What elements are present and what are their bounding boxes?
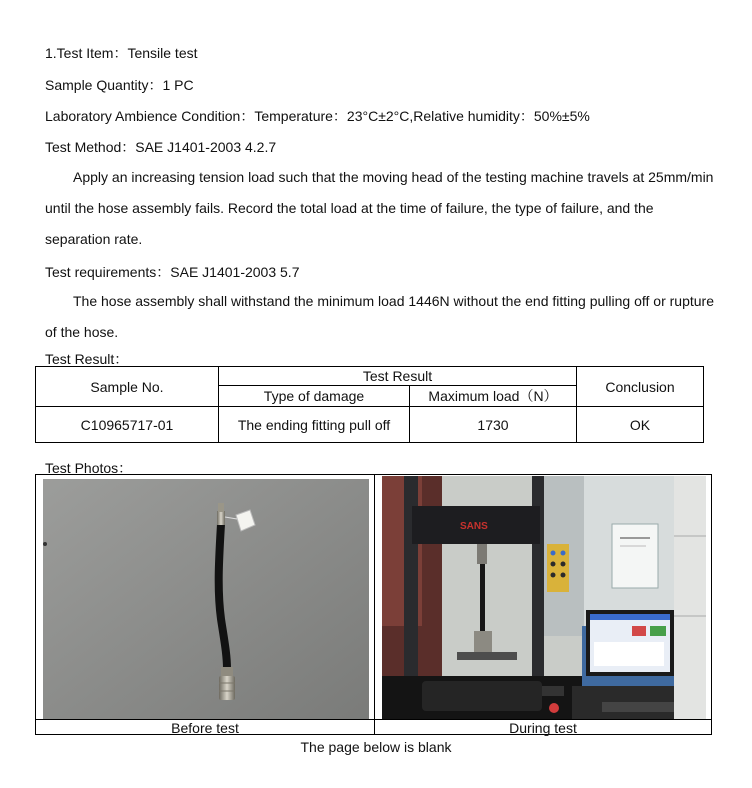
conclusion-header: Conclusion [577, 367, 704, 407]
requirement-paragraph-line-2: of the hose. [45, 324, 119, 340]
machine-brand-label: SANS [460, 521, 488, 532]
test-method-line: Test Method：SAE J1401-2003 4.2.7 [45, 139, 277, 155]
test-result-label: Test Result： [45, 351, 129, 367]
conclusion-cell: OK [577, 407, 704, 443]
before-test-photo [43, 479, 369, 720]
method-paragraph-line-1: Apply an increasing tension load such that the moving head of the testing machine travels at 25mm/min [73, 169, 714, 185]
sample-quantity-line: Sample Quantity：1 PC [45, 77, 194, 93]
method-paragraph-line-3: separation rate. [45, 231, 143, 247]
requirement-paragraph-line-1: The hose assembly shall withstand the minimum load 1446N without the end fitting pulling off or rupture [73, 293, 714, 309]
maximum-load-header: Maximum load（N） [410, 386, 577, 407]
photo-divider-vertical [374, 475, 375, 734]
before-test-caption: Before test [171, 720, 239, 736]
sample-no-header: Sample No. [36, 367, 219, 407]
test-photos-label: Test Photos： [45, 460, 133, 476]
method-paragraph-line-2: until the hose assembly fails. Record the total load at the time of failure, the type of failure, and the [45, 200, 654, 216]
test-result-header: Test Result [219, 367, 577, 386]
blank-page-note: The page below is blank [300, 739, 452, 755]
during-test-caption: During test [509, 720, 577, 736]
maximum-load-cell: 1730 [410, 407, 577, 443]
sample-no-cell: C10965717-01 [36, 407, 219, 443]
test-result-table [35, 366, 704, 443]
type-of-damage-cell: The ending fitting pull off [219, 407, 410, 443]
test-item-line: 1.Test Item：Tensile test [45, 45, 198, 61]
test-photos-frame [35, 474, 712, 735]
ambience-line: Laboratory Ambience Condition：Temperature：23°C±2°C,Relative humidity：50%±5% [45, 108, 590, 124]
type-of-damage-header: Type of damage [219, 386, 410, 407]
test-requirements-line: Test requirements：SAE J1401-2003 5.7 [45, 264, 300, 280]
during-test-photo [382, 476, 706, 720]
